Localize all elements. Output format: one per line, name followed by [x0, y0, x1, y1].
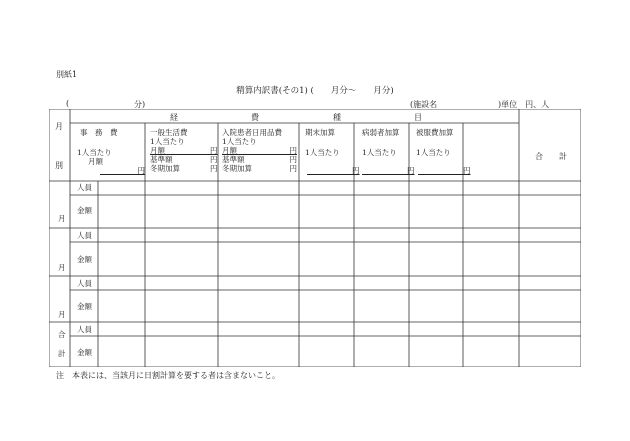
column-name-hifukuhi-kasan: 被服費加算	[416, 128, 454, 137]
jimuhi-per-person: 1人当たり	[77, 148, 112, 157]
row1-month-label: 月	[58, 214, 66, 223]
row1-headcount-label: 人員	[77, 183, 92, 192]
nichiyouhinhi-base: 基準額 円	[222, 155, 297, 164]
row2-headcount-label: 人員	[77, 231, 92, 240]
hifukuhi-yen: 円	[463, 166, 471, 175]
row3-month-label: 月	[58, 310, 66, 319]
total-row-amount-label: 金額	[77, 348, 92, 357]
column-name-nichiyouhinhi: 入院患者日用品費	[222, 128, 282, 137]
subheader-facility: (施設名	[410, 100, 438, 109]
jimuhi-monthly: 月額	[88, 157, 103, 166]
kimatsu-yen: 円	[352, 166, 360, 175]
expense-type-char-4: 目	[414, 113, 422, 122]
page-title: 精算内訳書(その1) ( 月分～ 月分)	[236, 86, 394, 96]
jimuhi-yen: 円	[137, 166, 145, 175]
row3-headcount-label: 人員	[77, 279, 92, 288]
row2-amount-label: 金額	[77, 255, 92, 264]
nichiyouhinhi-winter: 冬期加算 円	[222, 164, 297, 173]
column-name-ippan-seikatsuhi: 一般生活費	[150, 128, 188, 137]
column-name-jimuhi: 事 務 費	[80, 128, 118, 137]
month-column-header-top: 月	[55, 122, 63, 131]
row2-month-label: 月	[58, 263, 66, 272]
subheader-period: 分)	[134, 100, 146, 109]
nichiyouhinhi-per-person: 1人当たり	[222, 137, 257, 146]
byoujakusha-per-person: 1人当たり	[362, 148, 397, 157]
document-label: 別紙1	[56, 70, 78, 79]
expense-type-char-3: 種	[333, 113, 341, 122]
month-column-header-bottom: 別	[55, 161, 63, 170]
seikatsuhi-winter: 冬期加算 円	[150, 164, 218, 173]
total-row-label-bottom: 計	[58, 349, 66, 358]
nichiyouhinhi-monthly: 月額 円	[222, 146, 297, 155]
column-name-kimatsu-kasan: 期末加算	[305, 128, 335, 137]
subheader-paren: (	[66, 99, 70, 108]
row1-amount-label: 金額	[77, 206, 92, 215]
footnote: 注 本表には、当該月に日割計算を要する者は含まないこと。	[56, 371, 280, 380]
byoujakusha-yen: 円	[407, 166, 415, 175]
seikatsuhi-base: 基準額 円	[150, 155, 218, 164]
total-row-label-top: 合	[58, 330, 66, 339]
column-name-byoujakusha-kasan: 病弱者加算	[362, 128, 400, 137]
total-header: 合 計	[535, 152, 567, 161]
kimatsu-per-person: 1人当たり	[305, 148, 340, 157]
expense-type-char-1: 経	[170, 113, 178, 122]
expense-type-char-2: 費	[251, 113, 259, 122]
seikatsuhi-per-person: 1人当たり	[150, 137, 185, 146]
row3-amount-label: 金額	[77, 302, 92, 311]
subheader-unit: )単位 円、人	[498, 100, 550, 109]
seikatsuhi-monthly: 月額 円	[150, 146, 218, 155]
total-row-headcount-label: 人員	[77, 325, 92, 334]
hifukuhi-per-person: 1人当たり	[416, 148, 451, 157]
